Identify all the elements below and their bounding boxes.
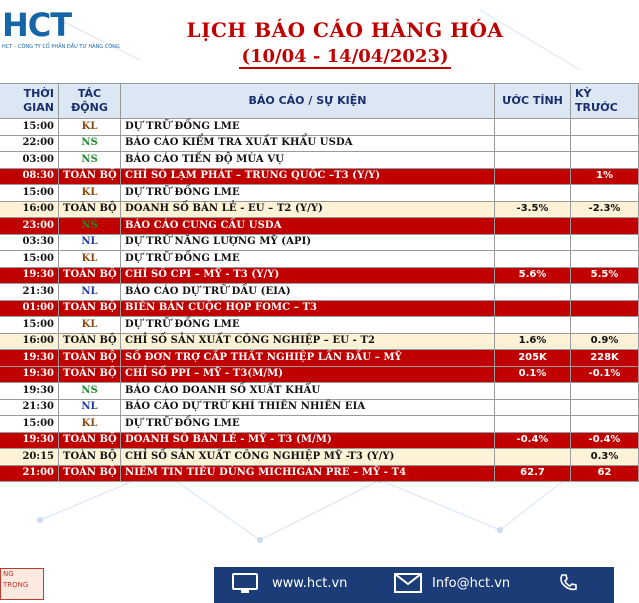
phone-icon <box>558 573 578 593</box>
cell-scope: KL <box>59 185 121 202</box>
cell-event: DỰ TRỮ ĐỒNG LME <box>121 251 495 268</box>
logo-tagline: HCT – CÔNG TY CỔ PHẦN ĐẦU TƯ HÀNG CÔNG <box>2 44 120 50</box>
cell-scope: NS <box>59 383 121 400</box>
cell-previous: 0.3% <box>571 449 639 466</box>
cell-previous <box>571 251 639 268</box>
cell-event: DỰ TRỮ ĐỒNG LME <box>121 119 495 136</box>
table-row <box>0 201 639 218</box>
cell-time: 19:30 <box>0 383 59 400</box>
table-row <box>0 185 639 202</box>
table-row <box>0 218 639 235</box>
table-row <box>0 267 639 284</box>
cell-scope: NS <box>59 152 121 169</box>
cell-forecast <box>495 135 571 152</box>
cell-event: BIÊN BẢN CUỘC HỌP FOMC – T3 <box>121 300 495 317</box>
cell-forecast <box>495 251 571 268</box>
cell-event: BÁO CÁO DỰ TRỮ DẦU (EIA) <box>121 284 495 301</box>
header-time: THỜI GIAN <box>0 84 59 119</box>
table-row <box>0 416 639 433</box>
computer-icon <box>232 573 258 595</box>
corner-badge-line1: NG <box>3 570 14 578</box>
cell-forecast: 1.6% <box>495 333 571 350</box>
header-previous: KỲ TRƯỚC <box>571 84 639 119</box>
cell-event: DỰ TRỮ ĐỒNG LME <box>121 185 495 202</box>
cell-event: SỐ ĐƠN TRỢ CẤP THẤT NGHIỆP LẦN ĐẦU – MỸ <box>121 350 495 367</box>
cell-event: DOANH SỐ BÁN LẺ - MỸ - T3 (M/M) <box>121 432 495 449</box>
cell-previous: 62 <box>571 465 639 482</box>
cell-event: CHỈ SỐ CPI – MỸ - T3 (Y/Y) <box>121 267 495 284</box>
cell-time: 01:00 <box>0 300 59 317</box>
cell-forecast <box>495 168 571 185</box>
cell-previous: 5.5% <box>571 267 639 284</box>
cell-previous <box>571 416 639 433</box>
cell-forecast <box>495 416 571 433</box>
table-row <box>0 366 639 383</box>
table-row <box>0 465 639 482</box>
cell-time: 03:00 <box>0 152 59 169</box>
date-range: (10/04 - 14/04/2023) <box>241 46 449 67</box>
cell-previous <box>571 218 639 235</box>
cell-scope: TOÀN BỘ <box>59 168 121 185</box>
cell-scope: TOÀN BỘ <box>59 201 121 218</box>
cell-forecast: -0.4% <box>495 432 571 449</box>
logo-text: HCT <box>2 6 72 44</box>
table-row <box>0 383 639 400</box>
table-row <box>0 350 639 367</box>
cell-time: 16:00 <box>0 333 59 350</box>
cell-time: 23:00 <box>0 218 59 235</box>
cell-scope: NL <box>59 234 121 251</box>
cell-previous: -0.4% <box>571 432 639 449</box>
hct-logo <box>2 6 120 54</box>
cell-previous: 228K <box>571 350 639 367</box>
cell-time: 08:30 <box>0 168 59 185</box>
cell-previous <box>571 383 639 400</box>
cell-event: BÁO CÁO CUNG CẦU USDA <box>121 218 495 235</box>
table-row <box>0 119 639 136</box>
cell-forecast <box>495 218 571 235</box>
cell-forecast: 205K <box>495 350 571 367</box>
cell-scope: NS <box>59 218 121 235</box>
table-row <box>0 399 639 416</box>
cell-previous <box>571 119 639 136</box>
cell-previous <box>571 317 639 334</box>
table-row <box>0 251 639 268</box>
cell-previous: -2.3% <box>571 201 639 218</box>
table-row <box>0 168 639 185</box>
cell-event: CHỈ SỐ LẠM PHÁT – TRUNG QUỐC –T3 (Y/Y) <box>121 168 495 185</box>
header-forecast: ƯỚC TÍNH <box>495 84 571 119</box>
cell-time: 21:30 <box>0 399 59 416</box>
header-event: BÁO CÁO / SỰ KIỆN <box>121 84 495 119</box>
cell-previous <box>571 300 639 317</box>
cell-forecast <box>495 317 571 334</box>
cell-time: 20:15 <box>0 449 59 466</box>
cell-forecast <box>495 234 571 251</box>
footer-email[interactable]: Info@hct.vn <box>432 576 511 591</box>
cell-event: CHỈ SỐ SẢN XUẤT CÔNG NGHIỆP – EU - T2 <box>121 333 495 350</box>
cell-time: 19:30 <box>0 366 59 383</box>
cell-event: BÁO CÁO TIẾN ĐỘ MÙA VỤ <box>121 152 495 169</box>
cell-scope: TOÀN BỘ <box>59 333 121 350</box>
cell-time: 19:30 <box>0 432 59 449</box>
cell-time: 16:00 <box>0 201 59 218</box>
cell-time: 15:00 <box>0 251 59 268</box>
cell-scope: KL <box>59 416 121 433</box>
cell-forecast: 0.1% <box>495 366 571 383</box>
cell-time: 15:00 <box>0 416 59 433</box>
cell-previous <box>571 135 639 152</box>
cell-previous <box>571 399 639 416</box>
cell-scope: NL <box>59 284 121 301</box>
table-row <box>0 234 639 251</box>
cell-previous <box>571 152 639 169</box>
footer-website[interactable]: www.hct.vn <box>272 576 348 591</box>
cell-time: 15:00 <box>0 185 59 202</box>
table-row <box>0 333 639 350</box>
cell-previous <box>571 234 639 251</box>
cell-event: BÁO CÁO KIỂM TRA XUẤT KHẨU USDA <box>121 135 495 152</box>
table-row <box>0 432 639 449</box>
cell-event: DỰ TRỮ NĂNG LƯỢNG MỸ (API) <box>121 234 495 251</box>
table-row <box>0 317 639 334</box>
cell-scope: KL <box>59 317 121 334</box>
cell-forecast <box>495 383 571 400</box>
corner-badge <box>0 568 44 600</box>
cell-scope: TOÀN BỘ <box>59 267 121 284</box>
cell-event: BÁO CÁO DOANH SỐ XUẤT KHẨU <box>121 383 495 400</box>
table-row <box>0 300 639 317</box>
footer-contact-bar <box>214 567 614 603</box>
cell-time: 22:00 <box>0 135 59 152</box>
table-row <box>0 135 639 152</box>
cell-time: 19:30 <box>0 267 59 284</box>
cell-scope: KL <box>59 119 121 136</box>
schedule-table <box>0 83 639 482</box>
cell-event: CHỈ SỐ SẢN XUẤT CÔNG NGHIỆP MỸ -T3 (Y/Y) <box>121 449 495 466</box>
cell-previous: 0.9% <box>571 333 639 350</box>
cell-time: 21:00 <box>0 465 59 482</box>
cell-previous <box>571 185 639 202</box>
page-title: LỊCH BÁO CÁO HÀNG HÓA <box>186 18 504 42</box>
cell-forecast <box>495 399 571 416</box>
cell-forecast <box>495 152 571 169</box>
cell-forecast: 62.7 <box>495 465 571 482</box>
page-subtitle <box>150 46 540 67</box>
cell-scope: TOÀN BỘ <box>59 366 121 383</box>
cell-scope: TOÀN BỘ <box>59 449 121 466</box>
table-header-row <box>0 84 639 119</box>
cell-event: DỰ TRỮ ĐỒNG LME <box>121 416 495 433</box>
cell-previous <box>571 284 639 301</box>
cell-time: 19:30 <box>0 350 59 367</box>
cell-time: 03:30 <box>0 234 59 251</box>
cell-scope: NL <box>59 399 121 416</box>
cell-forecast <box>495 300 571 317</box>
table-row <box>0 152 639 169</box>
header-scope: TÁC ĐỘNG <box>59 84 121 119</box>
cell-forecast <box>495 119 571 136</box>
table-row <box>0 284 639 301</box>
envelope-icon <box>394 573 422 593</box>
cell-previous: -0.1% <box>571 366 639 383</box>
cell-time: 15:00 <box>0 119 59 136</box>
cell-forecast: 5.6% <box>495 267 571 284</box>
cell-event: DOANH SỐ BÁN LẺ - EU – T2 (Y/Y) <box>121 201 495 218</box>
table-row <box>0 449 639 466</box>
cell-previous: 1% <box>571 168 639 185</box>
cell-forecast <box>495 449 571 466</box>
cell-scope: TOÀN BỘ <box>59 432 121 449</box>
cell-event: CHỈ SỐ PPI – MỸ - T3(M/M) <box>121 366 495 383</box>
cell-forecast: -3.5% <box>495 201 571 218</box>
cell-event: NIỀM TIN TIÊU DÙNG MICHIGAN PRE – MỸ - T4 <box>121 465 495 482</box>
cell-time: 21:30 <box>0 284 59 301</box>
cell-forecast <box>495 284 571 301</box>
cell-scope: TOÀN BỘ <box>59 350 121 367</box>
cell-event: BÁO CÁO DỰ TRỮ KHÍ THIÊN NHIÊN EIA <box>121 399 495 416</box>
cell-scope: KL <box>59 251 121 268</box>
corner-badge-line2: TRỌNG <box>3 581 29 589</box>
cell-scope: TOÀN BỘ <box>59 465 121 482</box>
cell-event: DỰ TRỮ ĐỒNG LME <box>121 317 495 334</box>
cell-forecast <box>495 185 571 202</box>
cell-scope: NS <box>59 135 121 152</box>
cell-time: 15:00 <box>0 317 59 334</box>
cell-scope: TOÀN BỘ <box>59 300 121 317</box>
